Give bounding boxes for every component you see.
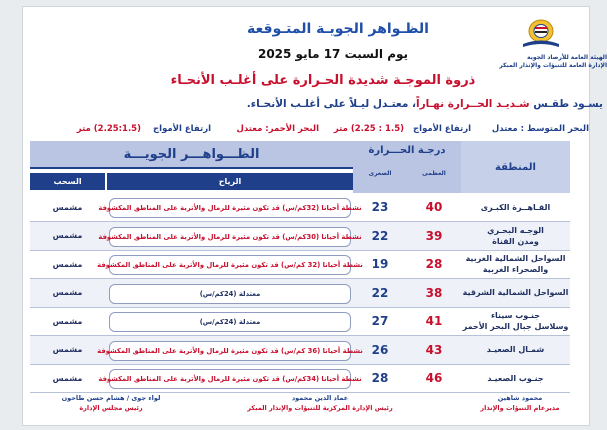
region-cell: جنـوب الصعيـد bbox=[487, 373, 544, 383]
table-row bbox=[30, 279, 570, 308]
summary-part3: ، معتـدل ليـلاً على أغلـب الأنحـاء. bbox=[246, 98, 416, 110]
wind-cell: نشطة أحيانا (32 كم/س) قد تكون مثيرة للرمال والأتربة على المناطق المكشوفة bbox=[109, 255, 351, 275]
clouds-cell: مشمس bbox=[52, 288, 83, 297]
phenomena-header: الظـــواهـــر الجويـــة bbox=[30, 141, 353, 169]
table-row bbox=[30, 336, 570, 365]
max-temp-cell: 38 bbox=[425, 285, 443, 300]
wind-cell: نشطة أحيانا (36 كم/س) قد تكون مثيرة للرمال والأتربة على المناطق المكشوفة bbox=[109, 341, 351, 361]
red-wave-label: ارتفاع الأمواج bbox=[153, 124, 211, 134]
headline: ذروة الموجـة شديدة الحـرارة على أغلـب الأنحـاء bbox=[170, 73, 476, 88]
forecast-date: يوم السبت 17 مايو 2025 bbox=[257, 47, 409, 61]
med-wave-value: (1.5 : 2.25) متر bbox=[333, 124, 404, 134]
clouds-cell: مشمس bbox=[52, 259, 83, 269]
max-temp-cell: 43 bbox=[425, 342, 443, 357]
clouds-cell: مشمس bbox=[52, 231, 83, 240]
signature-center-name: عماد الدين محمود bbox=[291, 394, 349, 402]
med-wave-label: ارتفاع الأمواج bbox=[413, 124, 471, 134]
max-temp-cell: 46 bbox=[425, 371, 443, 385]
page-title: الظـواهر الجويـة المتـوقعة bbox=[247, 21, 429, 37]
signature-center-title: رئيس الإدارة المركزية للتنبؤات والإنذار المبكر bbox=[247, 404, 393, 412]
signature-left-title: رئيس مجلس الإدارة bbox=[79, 404, 143, 412]
table-row bbox=[30, 364, 570, 393]
signature-right-title: مديرعام التنبؤات والإنذار bbox=[480, 404, 560, 412]
min-temp-cell: 22 bbox=[371, 228, 389, 243]
min-temp-cell: 27 bbox=[371, 314, 389, 328]
weather-summary bbox=[63, 98, 603, 110]
clouds-cell: مشمس bbox=[52, 373, 83, 383]
wind-cell: معتدلة (24كم/س) bbox=[109, 284, 351, 304]
temperature-header-label: درجـة الحـــرارة bbox=[368, 145, 446, 156]
clouds-header: السحب bbox=[30, 173, 105, 190]
wind-cell: نشطة أحيانا (32كم/س) قد تكون مثيرة للرمال والأتربة على المناطق المكشوفة bbox=[109, 198, 351, 218]
org-name-line2: الإدارة العامة للتنبؤات والإنذار المبكر bbox=[499, 62, 607, 69]
region-cell: الوجـه البحـري ومدن القناة bbox=[487, 225, 544, 246]
region-cell: السواحل الشمالية الغربية والصحراء الغربية bbox=[465, 254, 566, 274]
max-temp-cell: 28 bbox=[425, 257, 443, 271]
wind-cell: نشطة أحيانا (30كم/س) قد تكون مثيرة للرمال والأتربة على المناطق المكشوفة bbox=[109, 227, 351, 247]
max-temp-cell: 39 bbox=[425, 228, 443, 243]
signature-right-name: محمود شاهين bbox=[497, 394, 543, 402]
region-header: المنطقة bbox=[461, 141, 570, 193]
max-temp-header: العظمى bbox=[422, 170, 446, 177]
table-row bbox=[30, 307, 570, 336]
summary-part1: يسـود طقـس bbox=[529, 98, 603, 110]
min-temp-cell: 22 bbox=[371, 285, 389, 300]
region-cell: جنـوب سيناء وسلاسل جبال البحر الأحمر bbox=[462, 311, 569, 331]
wind-cell: نشطة أحيانا (34كم/س) قد تكون مثيرة للرمال والأتربة على المناطق المكشوفة bbox=[109, 369, 351, 389]
clouds-cell: مشمس bbox=[52, 345, 83, 354]
meteorological-authority-logo bbox=[519, 17, 563, 53]
region-cell: شمـال الصعيـد bbox=[486, 345, 545, 354]
region-cell: السواحل الشمالية الشرقية bbox=[462, 288, 569, 297]
red-sea-label: البحر الأحمر: معتدل bbox=[236, 124, 319, 134]
region-cell: القـاهــرة الكبـرى bbox=[480, 202, 551, 212]
winds-header: الرياح bbox=[107, 173, 353, 190]
table-row bbox=[30, 250, 570, 279]
min-temp-cell: 19 bbox=[371, 257, 389, 271]
max-temp-cell: 41 bbox=[425, 314, 443, 328]
med-sea-label: البحر المتوسط : معتدل bbox=[491, 124, 589, 134]
red-wave-value: (2.25:1.5) متر bbox=[76, 124, 141, 134]
table-row bbox=[30, 193, 570, 222]
max-temp-cell: 40 bbox=[425, 200, 443, 214]
temperature-header bbox=[353, 141, 461, 193]
wind-cell: معتدلة (24كم/س) bbox=[109, 312, 351, 332]
table-row bbox=[30, 222, 570, 251]
min-temp-cell: 28 bbox=[371, 371, 389, 385]
signature-left bbox=[46, 393, 176, 413]
signature-right bbox=[470, 393, 570, 413]
signature-center bbox=[240, 393, 400, 413]
min-temp-cell: 23 bbox=[371, 200, 389, 214]
clouds-cell: مشمس bbox=[52, 202, 83, 212]
clouds-cell: مشمس bbox=[52, 316, 83, 326]
min-temp-header: الصغرى bbox=[368, 170, 392, 177]
summary-part2: شـديـد الحــرارة نهـاراً bbox=[416, 98, 530, 110]
signature-left-name: لواء جوى / هشام حسن طاحون bbox=[61, 394, 161, 402]
min-temp-cell: 26 bbox=[371, 342, 389, 357]
org-name-line1: الهيئة العامة للأرصاد الجوية bbox=[526, 54, 607, 61]
